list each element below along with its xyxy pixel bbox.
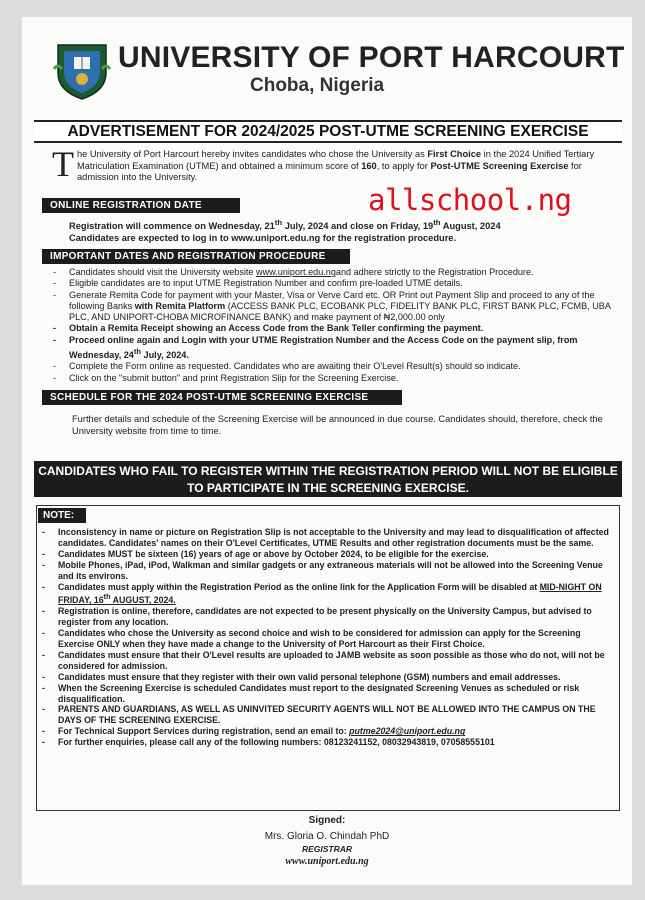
registration-warning-banner: CANDIDATES WHO FAIL TO REGISTER WITHIN THE REGISTRATION PERIOD WILL NOT BE ELIGIBLE TO PARTICIPATE IN THE SCREENING EXERCISE. (34, 461, 622, 497)
website-link[interactable]: www.uniport.edu.ng (256, 267, 336, 277)
list-item: - Candidates MUST be sixteen (16) years of age or above by October 2024, to be eligible for the exercise. (38, 549, 614, 560)
list-item: - Candidates should visit the University website www.uniport.edu.ngand adhere strictly to the Registration Procedure. (49, 267, 614, 278)
list-item: - Proceed online again and Login with your UTME Registration Number and the Access Code on the payment slip, from Wednesday, 24th July, 2024. (49, 335, 614, 362)
list-item: - Inconsistency in name or picture on Registration Slip is not acceptable to the University and may lead to disqualification of affected candidates. Candidates' names on their O'Level Certificates, UTME Results and other registration documents must be the same. (38, 527, 614, 549)
online-registration-heading: ONLINE REGISTRATION DATE (42, 198, 240, 213)
list-item: - Candidates who chose the University as second choice and wish to be considered for admission can apply for the Screening Exercise ONLY when they have made a change to the University of Port Harcourt as their First Choice. (38, 628, 614, 650)
list-item: - Eligible candidates are to input UTME Registration Number and confirm pre-loaded UTME details. (49, 278, 614, 289)
university-location: Choba, Nigeria (250, 75, 385, 96)
list-item: - Candidates must apply within the Registration Period as the online link for the Application Form will be disabled at MID-NIGHT ON FRIDAY, 16th AUGUST, 2024. (38, 582, 614, 607)
signatory-title: REGISTRAR (301, 844, 353, 854)
list-item: - For Technical Support Services during registration, send an email to: putme2024@uniport.edu.ng (38, 726, 614, 737)
list-item: - Mobile Phones, iPad, iPod, Walkman and similar gadgets or any extraneous materials will not be allowed into the Screening Venue and its environs. (38, 560, 614, 582)
support-email-link[interactable]: putme2024@uniport.edu.ng (349, 726, 466, 737)
list-item: - PARENTS AND GUARDIANS, AS WELL AS UNINVITED SECURITY AGENTS WILL NOT BE ALLOWED INTO THE CAMPUS ON THE DAYS OF THE SCREENING EXERCISE. (38, 704, 614, 726)
signature-block (22, 815, 632, 868)
list-item: - When the Screening Exercise is scheduled Candidates must report to the designated Screening Venues as scheduled or risk disqualification. (38, 683, 614, 705)
intro-paragraph: T he University of Port Harcourt hereby invites candidates who chose the University as First Choice in the 2024 Unified Tertiary Matriculation Examination (UTME) and obtained a minimum score of 160, to apply for Post-UTME Screening Exercise for admission into the University. (52, 144, 595, 184)
registration-procedure-list (49, 267, 614, 384)
list-item: - Generate Remita Code for payment with your Master, Visa or Verve Card etc. OR Print out Payment Slip and proceed to any of the following Banks with Remita Platform (ACCESS BANK PLC, ECOBANK PLC, FIDELITY BANK PLC, FIRST BANK PLC, FCMB, UBA PLC, AND UNIPORT-CHOBA MICROFINANCE BANK) and make payment of ₦2,000.00 only (49, 290, 614, 324)
advertisement-title: ADVERTISEMENT FOR 2024/2025 POST-UTME SCREENING EXERCISE (34, 120, 622, 143)
list-item: - Candidates must ensure that they register with their own valid personal telephone (GSM) numbers and email addresses. (38, 672, 614, 683)
schedule-heading: SCHEDULE FOR THE 2024 POST-UTME SCREENING EXERCISE (42, 390, 402, 405)
drop-cap: T (52, 144, 74, 184)
list-item: - Candidates must ensure that their O'Level results are uploaded to JAMB website as soon possible as those who do not, will not be considered for admission. (38, 650, 614, 672)
watermark: allschool.ng (368, 183, 572, 217)
signed-label: Signed: (308, 815, 346, 826)
list-item: - For further enquiries, please call any of the following numbers: 08123241152, 08032943819, 07058555101 (38, 737, 614, 748)
online-registration-text: Registration will commence on Wednesday, 21th July, 2024 and close on Friday, 19th August, 2024 Candidates are expected to log in to www.uniport.edu.ng for the registration procedure. (69, 218, 501, 244)
important-dates-heading: IMPORTANT DATES AND REGISTRATION PROCEDURE (42, 249, 350, 264)
note-heading: NOTE: (38, 508, 86, 523)
signatory-name: Mrs. Gloria O. Chindah PhD (264, 830, 390, 842)
university-name: UNIVERSITY OF PORT HARCOURT (118, 41, 625, 74)
list-item: - Registration is online, therefore, candidates are not expected to be present physically on the University Campus, but advised to register from any location. (38, 606, 614, 628)
note-list (38, 527, 614, 748)
list-item: - Complete the Form online as requested. Candidates who are awaiting their O'Level Result(s) should so indicate. (49, 361, 614, 372)
list-item: - Click on the "submit button" and print Registration Slip for the Screening Exercise. (49, 373, 614, 384)
list-item: - Obtain a Remita Receipt showing an Access Code from the Bank Teller confirming the payment. (49, 323, 614, 334)
schedule-text: Further details and schedule of the Screening Exercise will be announced in due course. Candidates should, therefore, check the University website from time to time. (72, 414, 603, 436)
website-footer: www.uniport.edu.ng (285, 855, 369, 867)
advertisement-page (22, 17, 632, 885)
